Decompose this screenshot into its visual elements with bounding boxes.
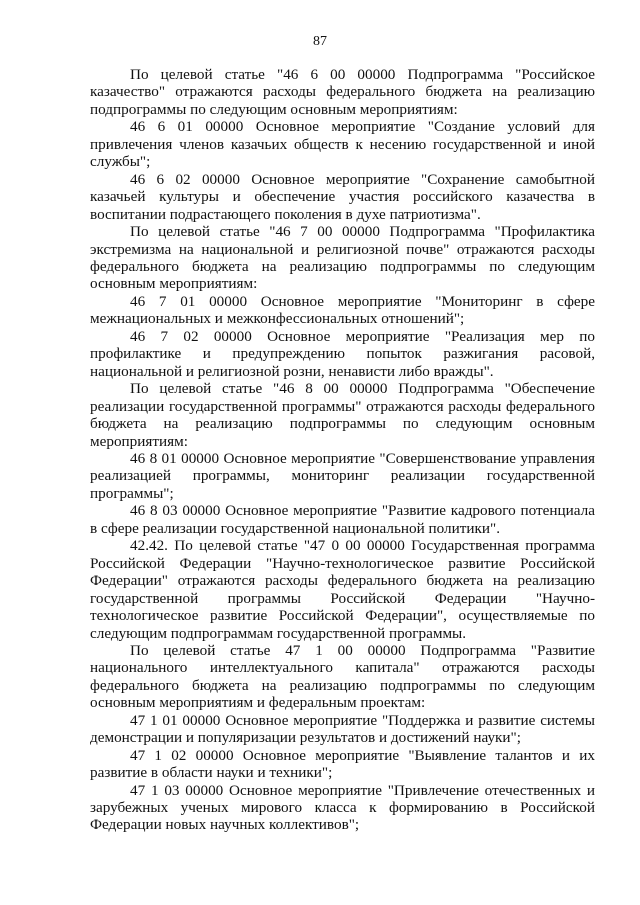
paragraph: По целевой статье 47 1 00 00000 Подпрограмма "Развитие национального интеллектуального капитала" отражаются расходы федерального бюджета на реализацию подпрограммы по следующим основным мероприятиям и федеральным проектам: [90,641,595,712]
paragraph: 46 7 01 00000 Основное мероприятие "Мониторинг в сфере межнациональных и межконфессиональных отношений"; [90,292,595,328]
page-number: 87 [313,34,327,49]
paragraph: 46 8 01 00000 Основное мероприятие "Совершенствование управления реализацией программы, мониторинг реализации государственной программы"; [90,449,595,502]
paragraph: 47 1 02 00000 Основное мероприятие "Выявление талантов и их развитие в области науки и техники"; [90,746,595,782]
paragraph: 47 1 01 00000 Основное мероприятие "Поддержка и развитие системы демонстрации и популяризации результатов и достижений науки"; [90,711,595,747]
paragraph: 46 8 03 00000 Основное мероприятие "Развитие кадрового потенциала в сфере реализации государственной национальной политики". [90,502,595,537]
paragraph: По целевой статье "46 7 00 00000 Подпрограмма "Профилактика экстремизма на национальной и религиозной почве" отражаются расходы федерального бюджета на реализацию подпрограммы по следующим основным мероприятиям: [90,223,595,293]
document-body [90,66,595,834]
paragraph: По целевой статье "46 6 00 00000 Подпрограмма "Российское казачество" отражаются расходы федерального бюджета на реализацию подпрограммы по следующим основным мероприятиям: [90,66,595,118]
paragraph: 42.42. По целевой статье "47 0 00 00000 Государственная программа Российской Федерации "Научно-технологическое развитие Российской Федерации" отражаются расходы федерального бюджета на реализацию государственной программы Российской Федерации "Научно-технологическое развитие Российской Федерации", осуществляемые по следующим подпрограммам государственной программы. [90,537,595,642]
paragraph: 47 1 03 00000 Основное мероприятие "Привлечение отечественных и зарубежных ученых мирового класса к формированию в Российской Федерации новых научных коллективов"; [90,781,595,834]
paragraph: По целевой статье "46 8 00 00000 Подпрограмма "Обеспечение реализации государственной программы" отражаются расходы федерального бюджета на реализацию подпрограммы по следующим основным мероприятиям: [90,380,595,450]
paragraph: 46 6 01 00000 Основное мероприятие "Создание условий для привлечения членов казачьих обществ к несению государственной и иной службы"; [90,118,595,171]
paragraph: 46 7 02 00000 Основное мероприятие "Реализация мер по профилактике и предупреждению попыток разжигания расовой, национальной и религиозной розни, ненависти либо вражды". [90,327,595,380]
paragraph: 46 6 02 00000 Основное мероприятие "Сохранение самобытной казачьей культуры и обеспечение участия российского казачества в воспитании подрастающего поколения в духе патриотизма". [90,170,595,223]
